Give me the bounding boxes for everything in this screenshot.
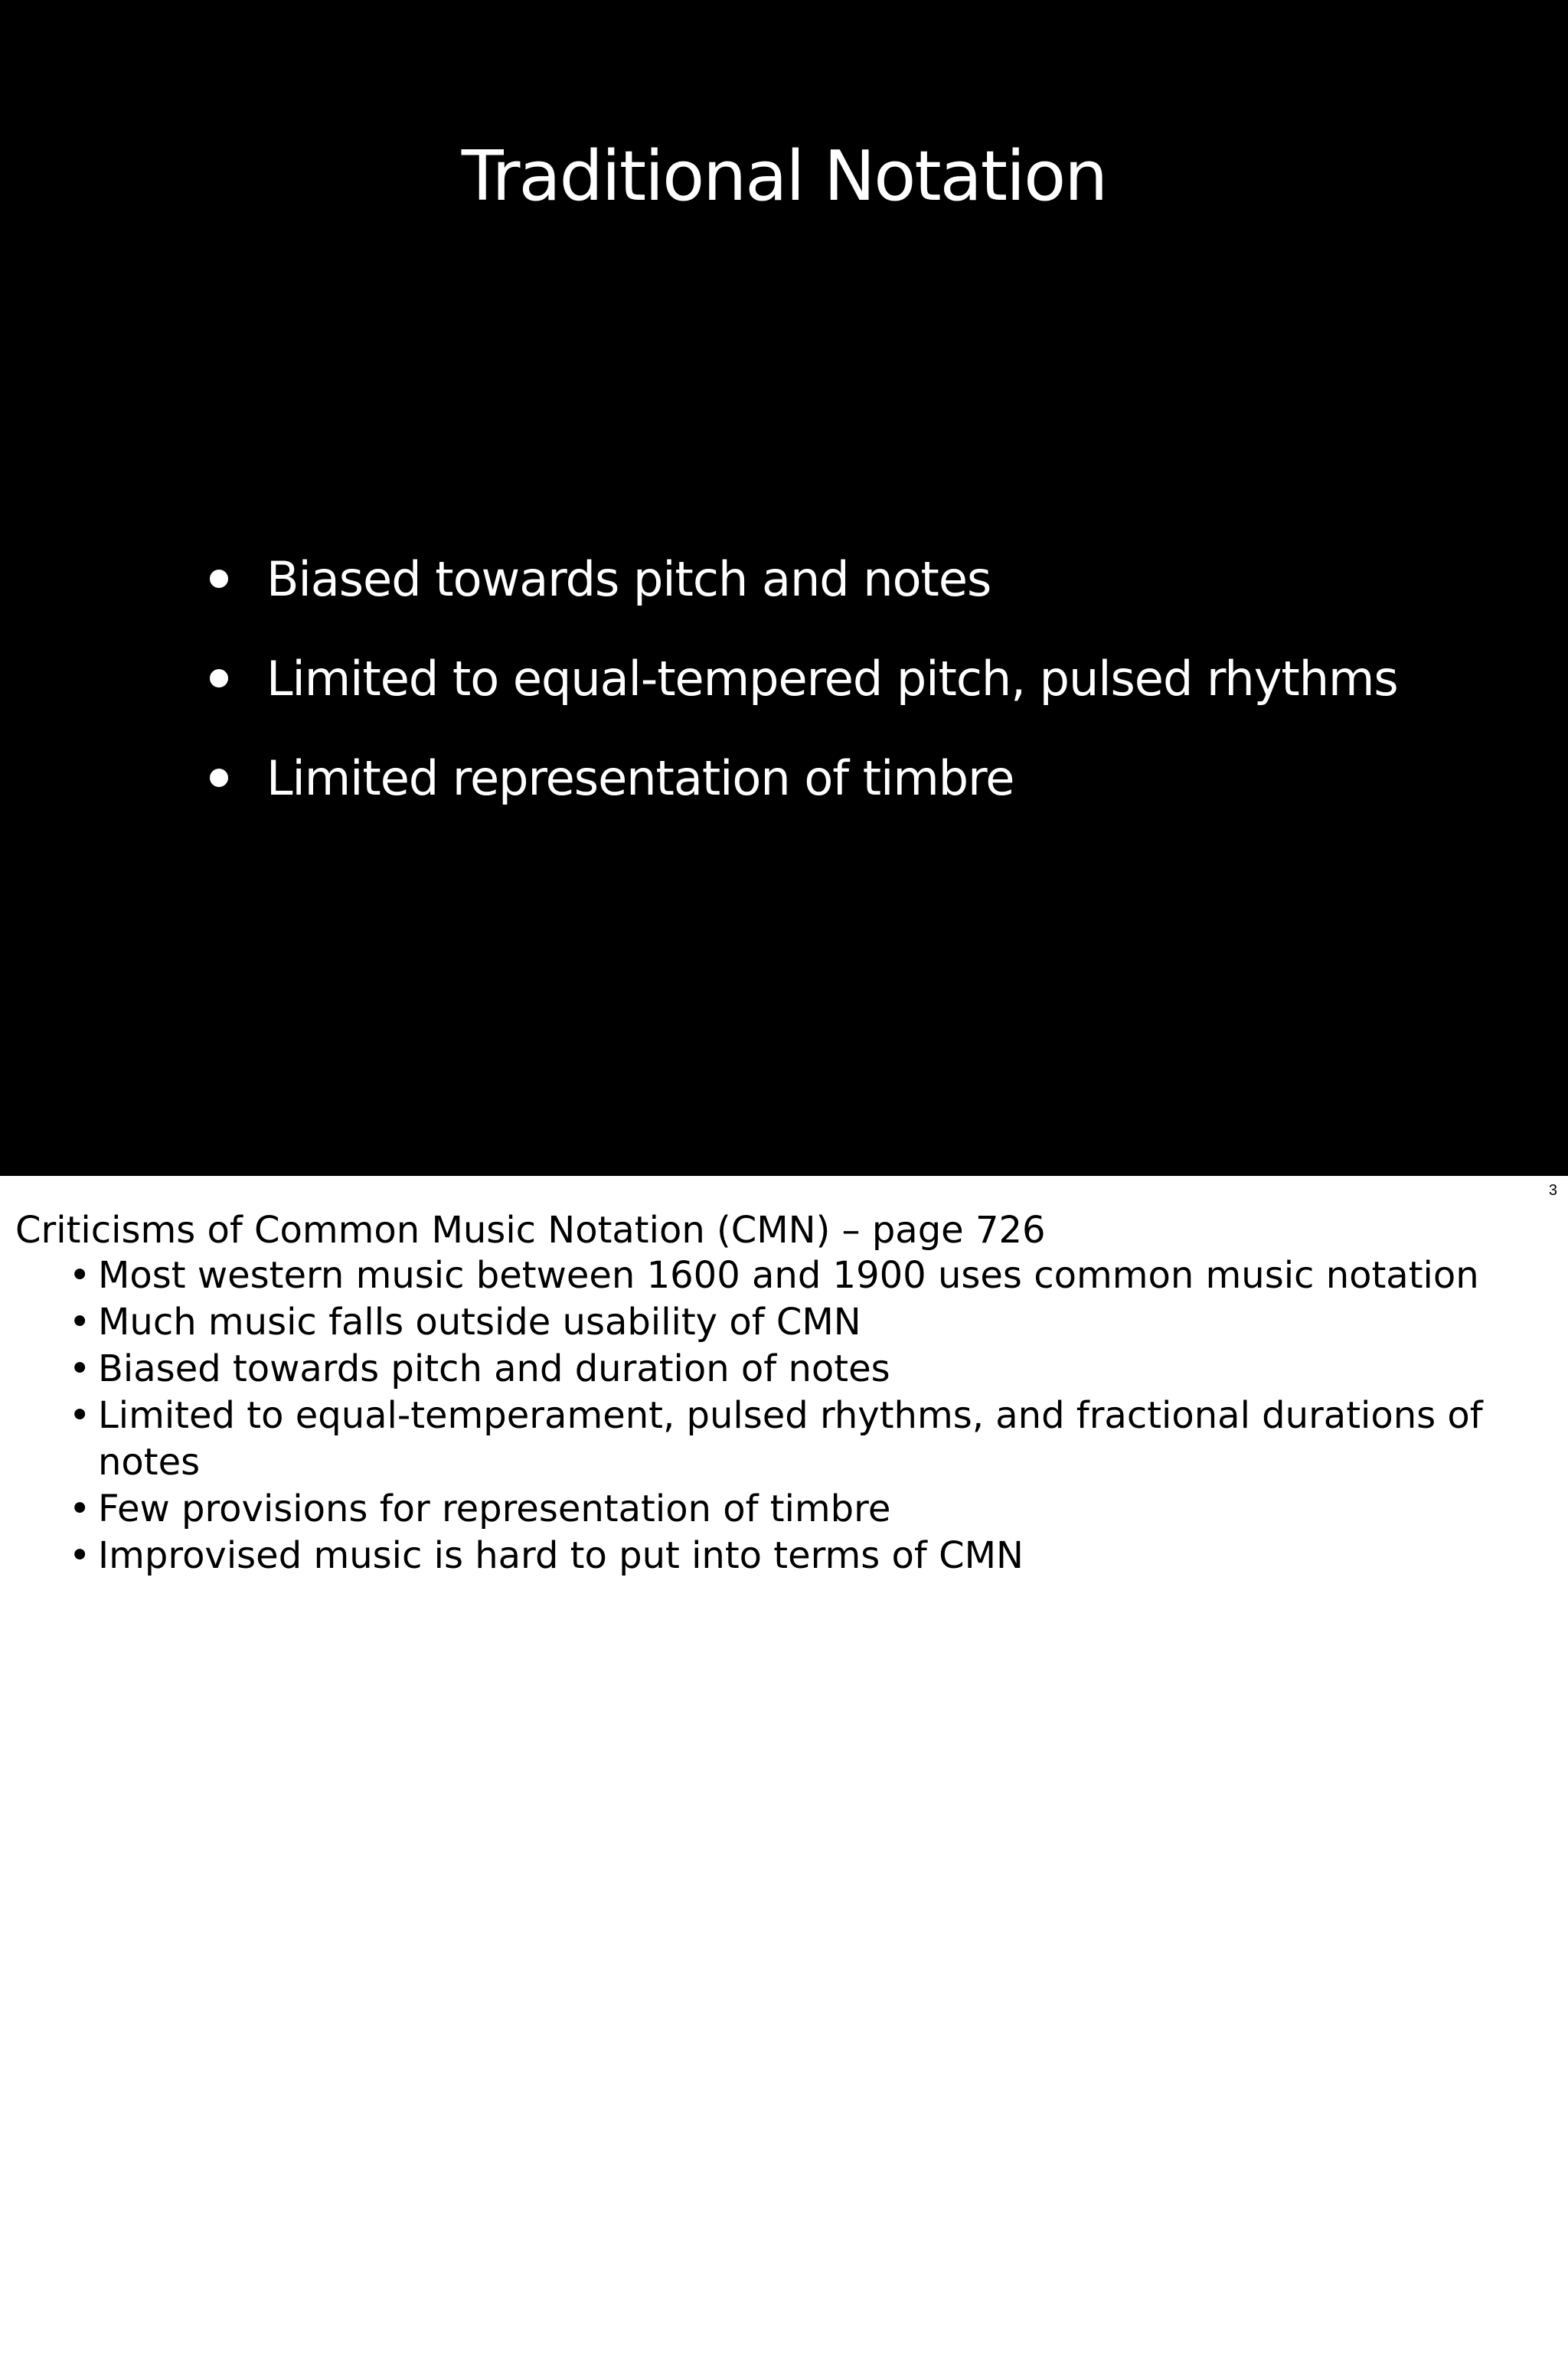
bullet-dot-icon [210, 570, 228, 588]
notes-item [69, 1346, 1547, 1393]
slide-title: Traditional Notation [461, 136, 1107, 217]
bullet-icon: • [69, 1347, 91, 1390]
notes-item-text: Biased towards pitch and duration of notes [98, 1347, 890, 1390]
bullet-icon: • [69, 1254, 91, 1297]
notes-heading: Criticisms of Common Music Notation (CMN) – page 726 [15, 1209, 1046, 1252]
page-number: 3 [1548, 1182, 1557, 1199]
bullet-dot-icon [210, 769, 228, 787]
slide-bullet-list [201, 545, 1398, 844]
notes-item-text: Improvised music is hard to put into terms of CMN [98, 1534, 1024, 1577]
notes-item-text: Much music falls outside usability of CMN [98, 1301, 861, 1344]
notes-item-text: Most western music between 1600 and 1900 uses common music notation [98, 1254, 1479, 1297]
notes-item [69, 1299, 1547, 1346]
notes-item [69, 1393, 1547, 1486]
bullet-icon: • [69, 1534, 91, 1577]
notes-list [15, 1252, 1547, 1579]
slide [0, 0, 1568, 1176]
slide-bullet-text: Biased towards pitch and notes [266, 551, 991, 607]
notes-item [69, 1486, 1547, 1533]
slide-bullet-text: Limited to equal-tempered pitch, pulsed rhythms [266, 651, 1398, 707]
bullet-icon: • [69, 1487, 91, 1530]
slide-bullet-text: Limited representation of timbre [266, 750, 1014, 806]
notes-item-text: Few provisions for representation of timbre [98, 1487, 891, 1530]
slide-bullet-item [201, 645, 1398, 744]
slide-bullet-item [201, 545, 1398, 645]
notes-item [69, 1252, 1547, 1299]
notes-item [69, 1533, 1547, 1579]
slide-bullet-item [201, 744, 1398, 844]
bullet-icon: • [69, 1301, 91, 1344]
speaker-notes [15, 1208, 1547, 1579]
bullet-dot-icon [210, 669, 228, 687]
bullet-icon: • [69, 1394, 91, 1437]
notes-item-text: Limited to equal-temperament, pulsed rhythms, and fractional durations of notes [98, 1394, 1483, 1484]
